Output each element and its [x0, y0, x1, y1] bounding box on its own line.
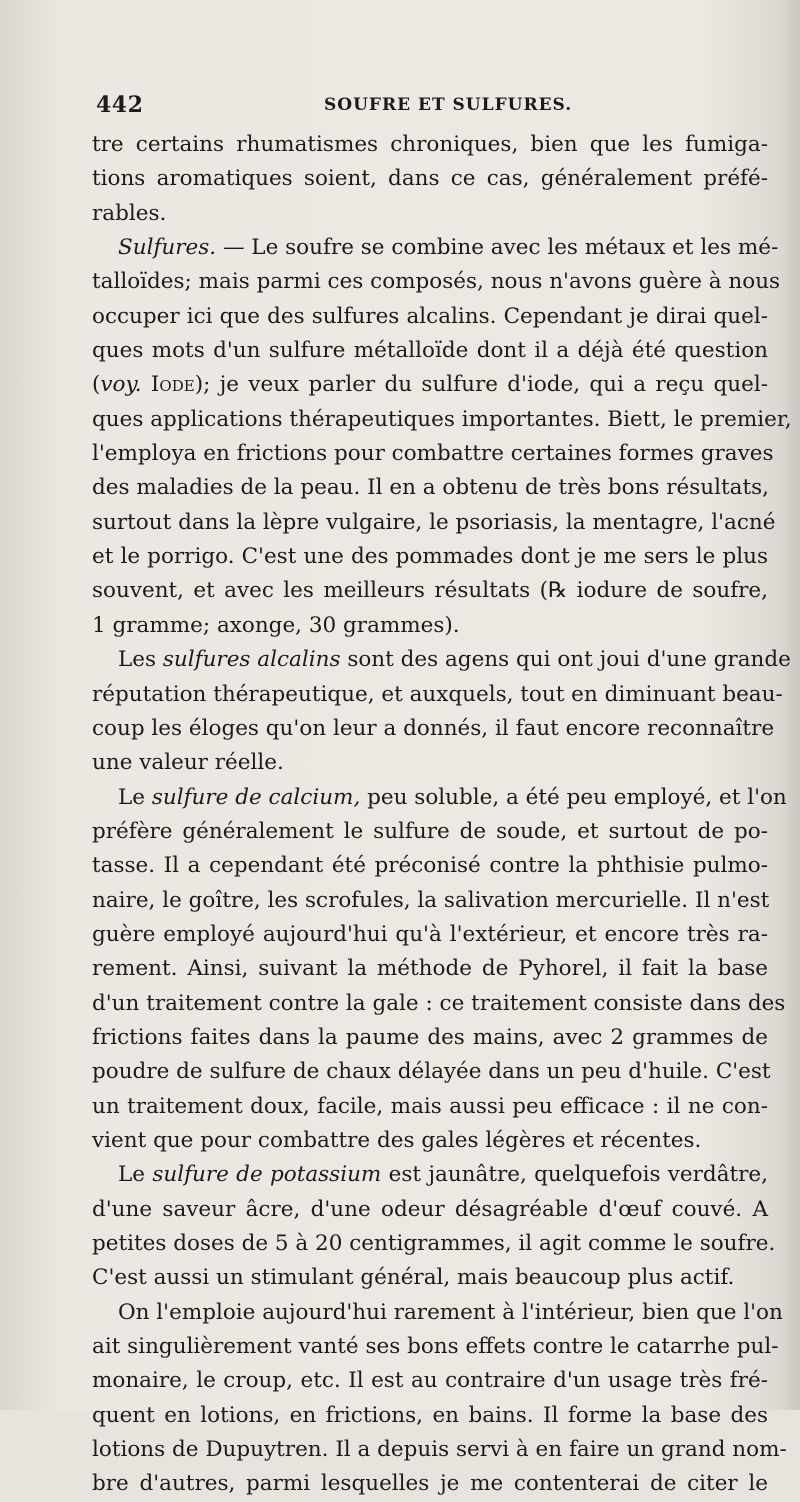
text-span: une valeur réelle. [92, 750, 284, 776]
text-span: d'un traitement contre la gale : ce traitement consiste dans des [92, 990, 786, 1016]
running-head: SOUFRE ET SULFURES. [324, 95, 573, 115]
text-span: lotions de Dupuytren. Il a depuis servi à en faire un grand nom- [92, 1437, 787, 1463]
text-span: rables. [92, 200, 167, 226]
text-span: petites doses de 5 à 20 centigrammes, il agit comme le soufre. [92, 1231, 776, 1256]
text-span: quent en lotions, en frictions, en bains. Il forme la base des [92, 1402, 768, 1428]
italic-text: sulfure de calcium, [151, 784, 361, 810]
text-line [92, 197, 768, 231]
text-line [92, 334, 768, 368]
text-line [92, 884, 768, 918]
text-line [92, 1261, 768, 1295]
text-span: coup les éloges qu'on leur a donnés, il faut encore reconnaître [92, 715, 775, 741]
text-span: est jaunâtre, quelquefois verdâtre, [381, 1162, 768, 1188]
text-span: Le [118, 784, 152, 810]
text-span: réputation thérapeutique, et auxquels, tout en diminuant beau- [92, 681, 783, 707]
text-span: vient que pour combattre des gales légères et récentes. [92, 1127, 702, 1153]
italic-text: sulfures alcalins [162, 647, 341, 673]
text-line [92, 1433, 787, 1467]
text-span: d'une saveur âcre, d'une odeur désagréable d'œuf couvé. A [92, 1196, 768, 1222]
text-line [92, 1158, 768, 1192]
text-span: et le porrigo. C'est une des pommades dont je me sers le plus [92, 544, 768, 570]
text-span: ques mots d'un sulfure métalloïde dont il a déjà été question [92, 338, 768, 364]
text-line [92, 918, 768, 952]
page-header [96, 92, 760, 122]
text-span: — Le soufre se combine avec les métaux et les mé- [216, 235, 779, 261]
text-line [92, 265, 781, 299]
text-line [92, 815, 768, 849]
text-line [92, 1021, 768, 1055]
text-span: l'employa en frictions pour combattre certaines formes graves [92, 441, 774, 467]
text-span: souvent, et avec les meilleurs résultats (℞ iodure de soufre, [92, 578, 768, 604]
text-line [92, 1193, 768, 1227]
italic-text: sulfure de potassium [152, 1162, 382, 1188]
text-line [92, 506, 776, 540]
text-line [92, 1090, 768, 1124]
text-span: ques applications thérapeutiques importantes. Biett, le premier, [92, 406, 792, 432]
text-line [92, 712, 775, 746]
text-line [92, 1296, 783, 1330]
text-span: guère employé aujourd'hui qu'à l'extérieur, et encore très ra- [92, 921, 768, 947]
italic-text: Sulfures. [118, 235, 217, 261]
text-line [92, 1399, 768, 1433]
text-span: des maladies de la peau. Il en a obtenu de très bons résultats, [92, 475, 769, 501]
text-span: tasse. Il a cependant été préconisé contre la phthisie pulmo- [92, 853, 768, 879]
page-number: 442 [96, 92, 144, 118]
text-line [92, 128, 768, 162]
text-span: ); je veux parler du sulfure d'iode, qui a reçu quel- [194, 372, 768, 398]
text-span: C'est aussi un stimulant général, mais beaucoup plus actif. [92, 1265, 735, 1291]
text-span: poudre de sulfure de chaux délayée dans un peu d'huile. C'est [92, 1059, 771, 1085]
text-line [92, 987, 786, 1021]
text-span: naire, le goître, les scrofules, la salivation mercurielle. Il n'est [92, 887, 770, 913]
text-line [92, 849, 768, 883]
text-span: peu soluble, a été peu employé, et l'on [360, 784, 787, 810]
text-line [92, 781, 787, 815]
text-line [92, 609, 768, 643]
text-line [92, 540, 768, 574]
text-line [92, 368, 768, 402]
text-line [92, 403, 792, 437]
text-span: sont des agens qui ont joui d'une grande [340, 647, 791, 673]
text-span: tre certains rhumatismes chroniques, bien que les fumiga- [92, 132, 768, 157]
text-span: ait singulièrement vanté ses bons effets contre le catarrhe pul- [92, 1334, 779, 1360]
text-line [92, 1467, 768, 1501]
text-line [92, 678, 783, 712]
text-line [92, 231, 779, 265]
text-span: On l'emploie aujourd'hui rarement à l'intérieur, bien que l'on [118, 1299, 783, 1325]
body-text [92, 128, 792, 1502]
text-line [92, 1330, 779, 1364]
text-span: ( [92, 372, 101, 398]
text-span: rement. Ainsi, suivant la méthode de Pyhorel, il fait la base [92, 956, 768, 982]
text-span: bre d'autres, parmi lesquelles je me contenterai de citer le [92, 1471, 768, 1497]
text-span: monaire, le croup, etc. Il est au contraire d'un usage très fré- [92, 1368, 768, 1394]
small-caps-text: Iode [150, 372, 195, 398]
text-line [92, 1124, 768, 1158]
text-line [92, 952, 768, 986]
text-span [142, 372, 151, 397]
text-line [92, 1055, 771, 1089]
text-span: frictions faites dans la paume des mains, avec 2 grammes de [92, 1024, 768, 1050]
text-line [92, 1364, 768, 1398]
text-line [92, 437, 774, 471]
italic-text: voy. [100, 372, 142, 398]
text-span: tions aromatiques soient, dans ce cas, généralement préfé- [92, 166, 768, 192]
text-span: talloïdes; mais parmi ces composés, nous n'avons guère à nous [92, 269, 781, 295]
text-span: Le [118, 1162, 153, 1188]
text-span: 1 gramme; axonge, 30 grammes). [92, 612, 460, 638]
text-span: préfère généralement le sulfure de soude, et surtout de po- [92, 818, 768, 844]
text-span: un traitement doux, facile, mais aussi peu efficace : il ne con- [92, 1093, 768, 1119]
text-span: occuper ici que des sulfures alcalins. Cependant je dirai quel- [92, 303, 768, 329]
text-line [92, 162, 768, 196]
text-line [92, 643, 791, 677]
text-line [92, 471, 768, 505]
text-line [92, 574, 768, 608]
text-line [92, 300, 768, 334]
text-line [92, 746, 768, 780]
text-span: Les [118, 647, 163, 673]
text-line [92, 1227, 776, 1261]
text-span: surtout dans la lèpre vulgaire, le psoriasis, la mentagre, l'acné [92, 509, 776, 535]
